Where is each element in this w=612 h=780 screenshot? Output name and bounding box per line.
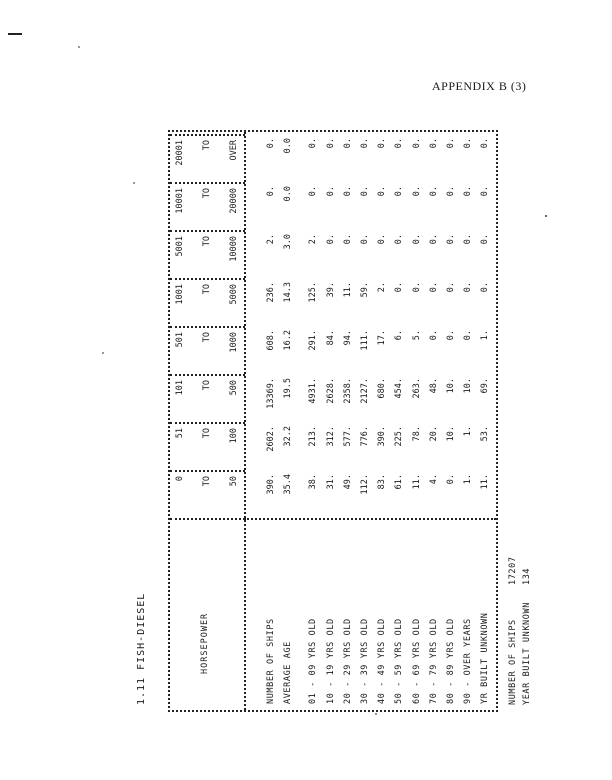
table-cell: 776. <box>360 426 370 447</box>
footer-unknown-label: YEAR BUILT UNKNOWN <box>522 602 532 705</box>
table-cell: 2127. <box>360 378 370 404</box>
table-cell: 0. <box>446 138 456 149</box>
table-cell: 0. <box>342 186 353 197</box>
table-cell: 0. <box>428 138 439 149</box>
column-header <box>170 422 245 470</box>
table-cell: 11. <box>411 474 422 490</box>
table-cell: 0. <box>394 138 405 149</box>
data-table <box>168 130 498 712</box>
table-cell: 0. <box>394 282 405 293</box>
column-header <box>170 134 245 182</box>
column-header-from: 20001 <box>175 140 185 166</box>
table-cell: 78. <box>411 426 422 442</box>
table-cell: 0. <box>360 234 370 245</box>
row-label: 80 - 89 YRS OLD <box>446 618 456 704</box>
table-cell: 0. <box>463 234 474 245</box>
table-cell: 0. <box>411 138 422 149</box>
table-cell: 2602. <box>266 426 276 452</box>
table-cell: 0. <box>360 186 370 197</box>
table-cell: 1. <box>480 330 491 341</box>
table-cell: 0. <box>428 282 439 293</box>
table-cell: 0. <box>428 234 439 245</box>
row-label: 90 - OVER YEARS <box>463 618 474 704</box>
table-cell: 17. <box>377 330 388 346</box>
table-cell: 5. <box>411 330 422 341</box>
table-cell: 680. <box>377 378 388 399</box>
table-cell: 0. <box>480 234 491 245</box>
horsepower-header <box>170 518 245 710</box>
rotated-printout <box>120 110 530 760</box>
table-cell: 608. <box>266 330 276 351</box>
table-cell: 390. <box>377 426 388 447</box>
table-cell: 0. <box>480 138 491 149</box>
table-cell: 48. <box>428 378 439 394</box>
column-header-to: 10000 <box>229 236 239 262</box>
table-cell: 236. <box>266 282 276 303</box>
column-header-to: 1000 <box>229 332 239 353</box>
table-cell: 0. <box>325 234 336 245</box>
column-header <box>170 182 245 230</box>
row-label: 40 - 49 YRS OLD <box>377 618 388 704</box>
column-header <box>170 230 245 278</box>
column-header-to: 50 <box>229 476 239 487</box>
row-label: 30 - 39 YRS OLD <box>360 618 370 704</box>
table-cell: 291. <box>308 330 319 351</box>
column-header-to-word: TO <box>202 140 212 151</box>
table-cell: 0. <box>428 186 439 197</box>
table-cell: 32.2 <box>283 426 294 447</box>
row-label: NUMBER OF SHIPS <box>266 618 276 704</box>
table-cell: 31. <box>325 474 336 490</box>
table-cell: 10. <box>446 426 456 442</box>
table-cell: 112. <box>360 474 370 495</box>
scan-speck <box>78 46 80 48</box>
table-cell: 454. <box>394 378 405 399</box>
table-cell: 10. <box>446 378 456 394</box>
table-cell: 14.3 <box>283 282 294 303</box>
column-header-to: 5000 <box>229 284 239 305</box>
table-cell: 2. <box>308 234 319 245</box>
column-header-from: 5001 <box>175 236 185 257</box>
table-cell: 0. <box>446 330 456 341</box>
table-cell: 0. <box>308 186 319 197</box>
table-cell: 19.5 <box>283 378 294 399</box>
table-cell: 53. <box>480 426 491 442</box>
column-header-to-word: TO <box>202 236 212 247</box>
table-cell: 0. <box>480 186 491 197</box>
table-cell: 13369. <box>266 378 276 409</box>
column-header <box>170 278 245 326</box>
table-cell: 0. <box>480 282 491 293</box>
column-header-from: 1001 <box>175 284 185 305</box>
table-cell: 0. <box>446 234 456 245</box>
column-header-to-word: TO <box>202 332 212 343</box>
table-cell: 0.0 <box>283 138 294 154</box>
table-cell: 84. <box>325 330 336 346</box>
column-header-to-word: TO <box>202 284 212 295</box>
table-cell: 213. <box>308 426 319 447</box>
footer-year-unknown <box>522 567 532 705</box>
table-cell: 6. <box>394 330 405 341</box>
table-cell: 2. <box>377 282 388 293</box>
table-cell: 0. <box>463 186 474 197</box>
table-cell: 4. <box>428 474 439 485</box>
column-header <box>170 470 245 518</box>
table-cell: 61. <box>394 474 405 490</box>
column-header-from: 0 <box>175 476 185 482</box>
table-cell: 0. <box>428 330 439 341</box>
table-cell: 390. <box>266 474 276 495</box>
table-cell: 312. <box>325 426 336 447</box>
table-cell: 83. <box>377 474 388 490</box>
footer-unknown-value: 134 <box>522 567 532 585</box>
table-cell: 225. <box>394 426 405 447</box>
column-header-to-word: TO <box>202 476 212 487</box>
column-header-to: 20000 <box>229 188 239 214</box>
table-cell: 111. <box>360 330 370 351</box>
table-cell: 0. <box>411 234 422 245</box>
table-cell: 0. <box>342 234 353 245</box>
table-cell: 20. <box>428 426 439 442</box>
table-cell: 16.2 <box>283 330 294 351</box>
row-label: 10 - 19 YRS OLD <box>325 618 336 704</box>
table-cell: 1. <box>463 474 474 485</box>
appendix-label: APPENDIX B (3) <box>432 79 527 93</box>
table-cell: 0. <box>325 186 336 197</box>
table-cell: 0. <box>446 474 456 485</box>
column-header-to-word: TO <box>202 188 212 199</box>
table-cell: 0. <box>377 138 388 149</box>
table-cell: 0. <box>463 282 474 293</box>
table-cell: 0. <box>446 186 456 197</box>
footer-ships-value: 17207 <box>508 556 518 585</box>
table-cell: 125. <box>308 282 319 303</box>
table-cell: 0. <box>360 138 370 149</box>
table-cell: 0. <box>342 138 353 149</box>
table-cell: 0. <box>308 138 319 149</box>
scan-speck <box>102 352 104 354</box>
row-label: 50 - 59 YRS OLD <box>394 618 405 704</box>
footer-ships-label: NUMBER OF SHIPS <box>508 619 518 705</box>
table-cell: 10. <box>463 378 474 394</box>
footer-number-of-ships <box>508 556 518 705</box>
column-header-to-word: TO <box>202 428 212 439</box>
table-cell: 69. <box>480 378 491 394</box>
table-cell: 0. <box>463 330 474 341</box>
table-cell: 0. <box>377 186 388 197</box>
column-header-from: 101 <box>175 380 185 396</box>
table-cell: 35.4 <box>283 474 294 495</box>
table-cell: 0. <box>325 138 336 149</box>
page-corner-mark <box>8 33 22 35</box>
row-label: 01 - 09 YRS OLD <box>308 618 319 704</box>
column-header-to-word: TO <box>202 380 212 391</box>
table-cell: 2628. <box>325 378 336 404</box>
table-cell: 39. <box>325 282 336 298</box>
row-label: 60 - 69 YRS OLD <box>411 618 422 704</box>
table-cell: 3.0 <box>283 234 294 250</box>
table-cell: 577. <box>342 426 353 447</box>
table-cell: 0. <box>411 282 422 293</box>
table-cell: 11. <box>480 474 491 490</box>
table-cell: 94. <box>342 330 353 346</box>
column-header <box>170 374 245 422</box>
column-header-to: 100 <box>229 428 239 444</box>
column-header-from: 51 <box>175 428 185 439</box>
table-cell: 2358. <box>342 378 353 404</box>
table-cell: 0. <box>266 186 276 197</box>
table-cell: 0. <box>266 138 276 149</box>
section-title: 1.11 FISH-DIESEL <box>136 592 147 705</box>
row-label: AVERAGE AGE <box>283 641 294 704</box>
row-label: YR BUILT UNKNOWN <box>480 612 491 704</box>
table-cell: 0. <box>394 234 405 245</box>
row-label: 70 - 79 YRS OLD <box>428 618 439 704</box>
table-cell: 0. <box>463 138 474 149</box>
table-cell: 49. <box>342 474 353 490</box>
table-cell: 38. <box>308 474 319 490</box>
column-header-from: 501 <box>175 332 185 348</box>
table-cell: 59. <box>360 282 370 298</box>
column-header-from: 10001 <box>175 188 185 214</box>
column-header <box>170 326 245 374</box>
horsepower-label: HORSEPOWER <box>200 612 210 674</box>
row-label: 20 - 29 YRS OLD <box>342 618 353 704</box>
table-cell: 0. <box>411 186 422 197</box>
table-cell: 4931. <box>308 378 319 404</box>
table-cell: 0. <box>394 186 405 197</box>
table-cell: 0. <box>377 234 388 245</box>
table-cell: 263. <box>411 378 422 399</box>
table-cell: 2. <box>266 234 276 245</box>
table-cell: 1. <box>463 426 474 437</box>
column-header-to: OVER <box>229 140 239 161</box>
column-header-to: 500 <box>229 380 239 396</box>
table-cell: 11. <box>342 282 353 298</box>
table-cell: 0. <box>446 282 456 293</box>
label-column-divider <box>244 518 496 520</box>
scan-speck <box>545 215 547 217</box>
table-cell: 0.0 <box>283 186 294 202</box>
